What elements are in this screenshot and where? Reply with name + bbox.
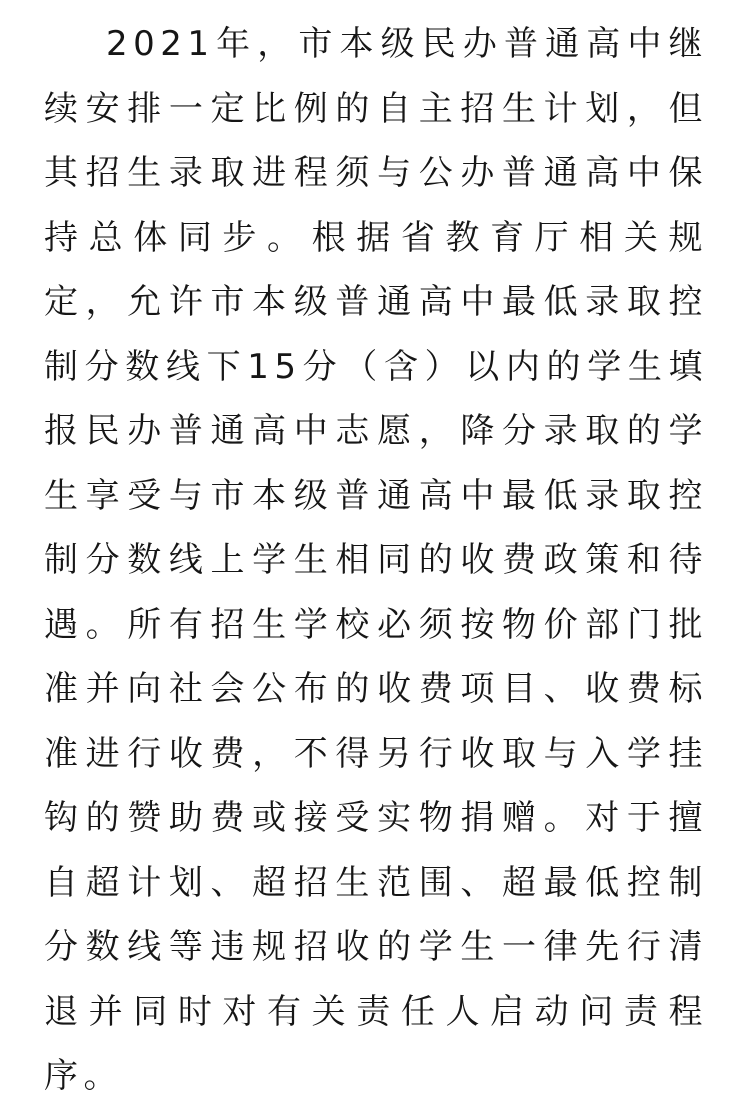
body-paragraph: 2021年，市本级民办普通高中继续安排一定比例的自主招生计划，但其招生录取进程须与公办普通高中保持总体同步。根据省教育厅相关规定，允许市本级普通高中最低录取控制分数线下15分（含）以内的学生填报民办普通高中志愿，降分录取的学生享受与市本级普通高中最低录取控制分数线上学生相同的收费政策和待遇。所有招生学校必须按物价部门批准并向社会公布的收费项目、收费标准进行收费，不得另行收取与入学挂钩的赞助费或接受实物捐赠。对于擅自超计划、超招生范围、超最低控制分数线等违规招收的学生一律先行清退并同时对有关责任人启动问责程序。 — [44, 24, 708, 1096]
